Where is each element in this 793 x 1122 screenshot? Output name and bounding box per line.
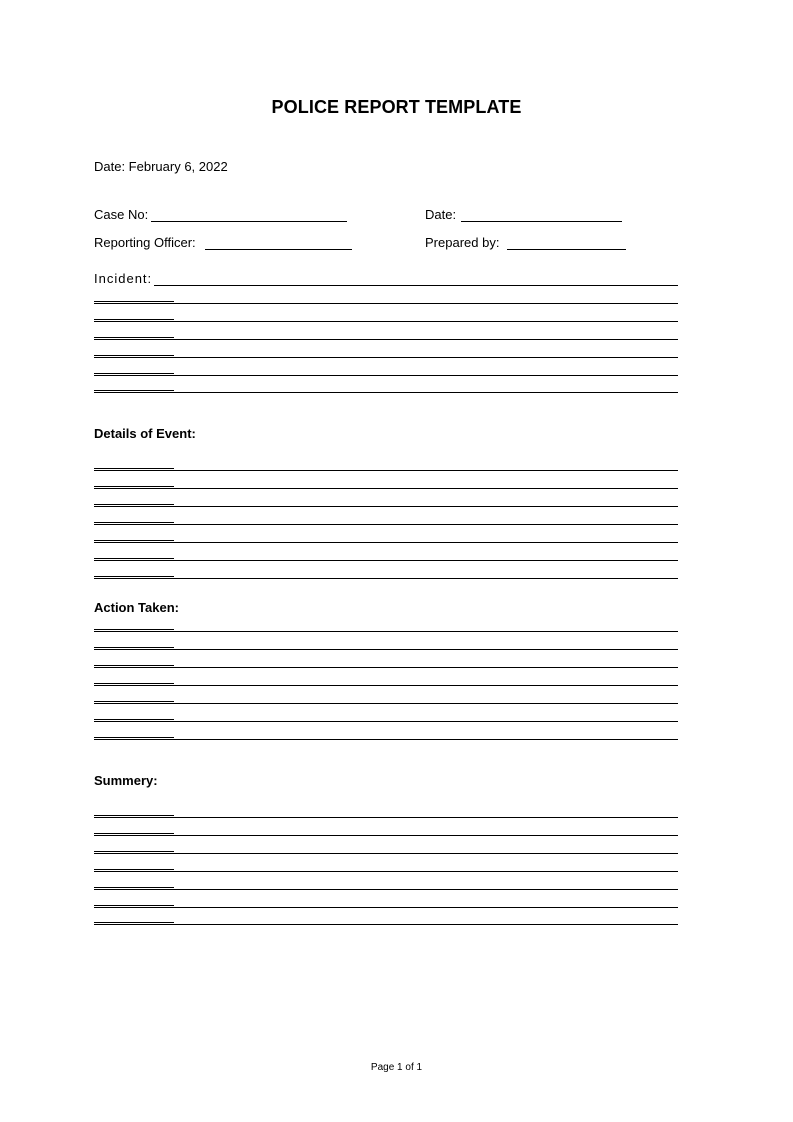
line-dash xyxy=(94,683,174,684)
details-line[interactable] xyxy=(94,470,678,471)
line-dash xyxy=(94,665,174,666)
line-dash xyxy=(94,301,174,302)
line-dash xyxy=(94,815,174,816)
line-dash xyxy=(94,319,174,320)
reporting-officer-label: Reporting Officer: xyxy=(94,235,196,250)
line-dash xyxy=(94,647,174,648)
details-line[interactable] xyxy=(94,542,678,543)
date-field[interactable] xyxy=(461,221,622,222)
prepared-by-field[interactable] xyxy=(507,249,626,250)
line-dash xyxy=(94,558,174,559)
action-line[interactable] xyxy=(94,721,678,722)
incident-line[interactable] xyxy=(94,375,678,376)
line-dash xyxy=(94,833,174,834)
page-number-footer: Page 1 of 1 xyxy=(370,1062,423,1073)
line-dash xyxy=(94,629,174,630)
action-line[interactable] xyxy=(94,631,678,632)
action-taken-heading: Action Taken: xyxy=(94,600,179,615)
reporting-officer-field[interactable] xyxy=(205,249,352,250)
case-no-field[interactable] xyxy=(151,221,347,222)
incident-line[interactable] xyxy=(94,392,678,393)
line-dash xyxy=(94,576,174,577)
summary-line[interactable] xyxy=(94,889,678,890)
details-line[interactable] xyxy=(94,524,678,525)
line-dash xyxy=(94,486,174,487)
date-field-label: Date: xyxy=(425,207,457,222)
action-line[interactable] xyxy=(94,667,678,668)
line-dash xyxy=(94,522,174,523)
document-date: Date: February 6, 2022 xyxy=(94,159,228,174)
details-line[interactable] xyxy=(94,578,678,579)
prepared-by-label: Prepared by: xyxy=(425,235,500,250)
incident-first-line[interactable] xyxy=(154,285,678,286)
action-line[interactable] xyxy=(94,739,678,740)
summary-line[interactable] xyxy=(94,817,678,818)
summary-heading: Summery: xyxy=(94,773,158,788)
incident-line[interactable] xyxy=(94,339,678,340)
action-line[interactable] xyxy=(94,649,678,650)
line-dash xyxy=(94,737,174,738)
incident-line[interactable] xyxy=(94,303,678,304)
case-no-label: Case No: xyxy=(94,207,149,222)
details-line[interactable] xyxy=(94,506,678,507)
line-dash xyxy=(94,922,174,923)
line-dash xyxy=(94,719,174,720)
details-line[interactable] xyxy=(94,488,678,489)
line-dash xyxy=(94,540,174,541)
line-dash xyxy=(94,337,174,338)
summary-line[interactable] xyxy=(94,924,678,925)
summary-line[interactable] xyxy=(94,853,678,854)
action-line[interactable] xyxy=(94,685,678,686)
line-dash xyxy=(94,355,174,356)
summary-line[interactable] xyxy=(94,835,678,836)
line-dash xyxy=(94,869,174,870)
line-dash xyxy=(94,887,174,888)
details-of-event-heading: Details of Event: xyxy=(94,426,196,441)
details-line[interactable] xyxy=(94,560,678,561)
line-dash xyxy=(94,390,174,391)
incident-line[interactable] xyxy=(94,357,678,358)
action-line[interactable] xyxy=(94,703,678,704)
line-dash xyxy=(94,905,174,906)
line-dash xyxy=(94,851,174,852)
line-dash xyxy=(94,504,174,505)
incident-label: Incident: xyxy=(94,271,153,286)
line-dash xyxy=(94,373,174,374)
summary-line[interactable] xyxy=(94,871,678,872)
summary-line[interactable] xyxy=(94,907,678,908)
incident-line[interactable] xyxy=(94,321,678,322)
line-dash xyxy=(94,701,174,702)
document-title: POLICE REPORT TEMPLATE xyxy=(271,97,522,117)
line-dash xyxy=(94,468,174,469)
